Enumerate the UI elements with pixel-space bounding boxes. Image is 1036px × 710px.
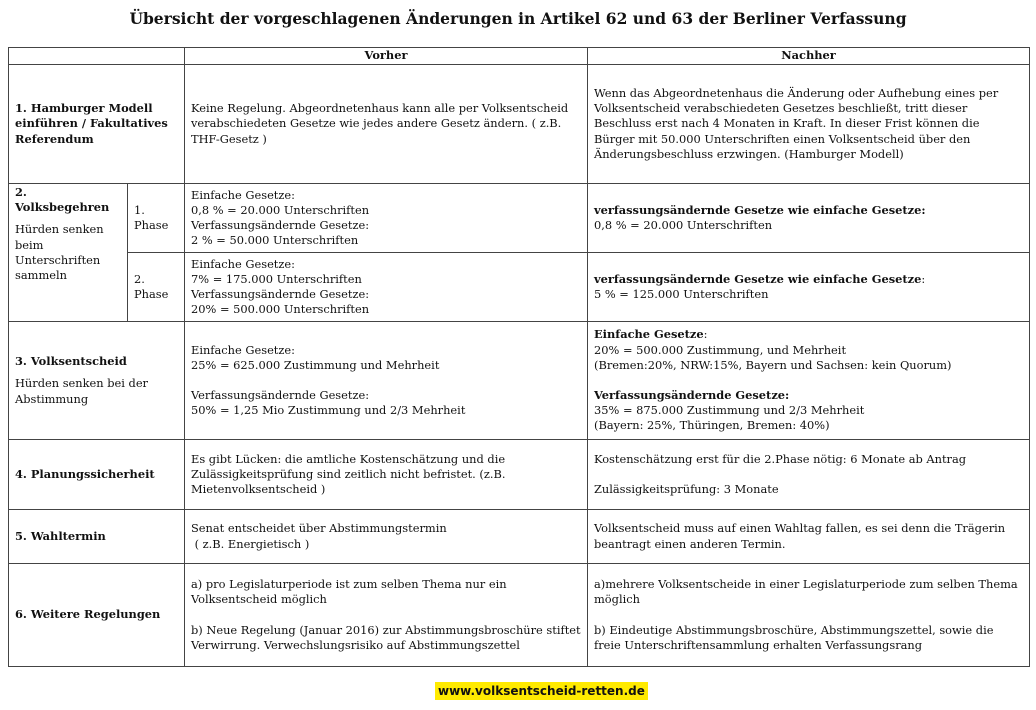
nachher-line: 5 % = 125.000 Unterschriften	[594, 287, 769, 301]
vorher-line: 25% = 625.000 Zustimmung und Mehrheit	[191, 357, 440, 372]
vorher-line: 20% = 500.000 Unterschriften	[191, 302, 370, 317]
category-title: 3. Volksentscheid	[15, 354, 127, 369]
vorher-line: 7% = 175.000 Unterschriften	[191, 271, 362, 286]
table-row	[9, 253, 1030, 322]
nachher-heading-suffix: :	[703, 327, 708, 342]
vorher-cell	[185, 564, 588, 667]
nachher-cell	[588, 322, 1030, 440]
nachher-line: Kostenschätzung erst für die 2.Phase nötig: 6 Monate ab Antrag	[594, 451, 967, 466]
nachher-heading-suffix: :	[921, 271, 926, 286]
nachher-line: 20% = 500.000 Zustimmung, und Mehrheit	[594, 342, 847, 357]
vorher-line: Einfache Gesetze:	[191, 342, 295, 357]
vorher-line: Einfache Gesetze:	[191, 256, 295, 271]
category-title: 5. Wahltermin	[15, 528, 106, 543]
category-title: 1. Hamburger Modell einführen / Fakultatives Referendum	[15, 101, 168, 146]
nachher-heading: verfassungsändernde Gesetze wie einfache Gesetze:	[594, 202, 926, 217]
table-row	[9, 440, 1030, 510]
nachher-heading-line	[594, 272, 1023, 287]
header-row	[9, 48, 1030, 65]
vorher-text: a) pro Legislaturperiode ist zum selben Thema nur ein Volksentscheid möglich	[191, 577, 507, 607]
spacer	[191, 608, 581, 623]
vorher-cell	[185, 440, 588, 510]
spacer	[594, 608, 1023, 623]
header-vorher: Vorher	[185, 48, 588, 65]
nachher-cell	[588, 184, 1030, 253]
vorher-line: Verfassungsändernde Gesetze:	[191, 388, 370, 402]
category-cell	[9, 65, 185, 184]
nachher-cell	[588, 65, 1030, 184]
vorher-cell	[185, 65, 588, 184]
vorher-line: Verfassungsändernde Gesetze:	[191, 218, 370, 232]
nachher-line: (Bayern: 25%, Thüringen, Bremen: 40%)	[594, 418, 830, 433]
nachher-heading: Verfassungsändernde Gesetze:	[594, 388, 790, 402]
phase-label: 1. Phase	[128, 184, 185, 253]
category-cell	[9, 440, 185, 510]
vorher-text: b) Neue Regelung (Januar 2016) zur Abstimmungsbroschüre stiftet Verwirrung. Verwechslungsrisiko auf Abstimmungszettel	[191, 622, 581, 652]
nachher-cell	[588, 440, 1030, 510]
phase-label: 2. Phase	[128, 253, 185, 322]
vorher-cell	[185, 510, 588, 564]
vorher-line: Einfache Gesetze:	[191, 187, 295, 202]
category-cell	[9, 184, 128, 322]
vorher-cell	[185, 322, 588, 440]
table-row	[9, 322, 1030, 440]
comparison-table	[8, 47, 1030, 667]
category-cell	[9, 322, 185, 440]
nachher-text: a)mehrere Volksentscheide in einer Legislaturperiode zum selben Thema möglich	[594, 577, 1018, 607]
nachher-heading: Einfache Gesetze	[594, 327, 704, 342]
vorher-line: ( z.B. Energietisch )	[191, 536, 310, 551]
vorher-cell	[185, 253, 588, 322]
vorher-text: Keine Regelung. Abgeordnetenhaus kann alle per Volksentscheid verabschiedeten Gesetze wie jedes andere Gesetz ändern. ( z.B. THF-Gesetz )	[191, 101, 569, 146]
vorher-line: 0,8 % = 20.000 Unterschriften	[191, 202, 370, 217]
vorher-text: Es gibt Lücken: die amtliche Kostenschätzung und die Zulässigkeitsprüfung sind zeitlich nicht befristet. (z.B. Mietenvolksentscheid )	[191, 451, 506, 497]
spacer	[594, 373, 1023, 388]
category-title: 6. Weitere Regelungen	[15, 607, 161, 622]
nachher-text: Volksentscheid muss auf einen Wahltag fallen, es sei denn die Trägerin beantragt einen anderen Termin.	[594, 521, 1006, 551]
spacer	[594, 467, 1023, 482]
nachher-line: (Bremen:20%, NRW:15%, Bayern und Sachsen: kein Quorum)	[594, 357, 952, 372]
nachher-cell	[588, 253, 1030, 322]
table-row	[9, 65, 1030, 184]
table-row	[9, 184, 1030, 253]
category-cell	[9, 564, 185, 667]
category-title: 4. Planungssicherheit	[15, 466, 155, 481]
page-title: Übersicht der vorgeschlagenen Änderungen in Artikel 62 und 63 der Berliner Verfassung	[129, 9, 907, 28]
vorher-line: Senat entscheidet über Abstimmungstermin	[191, 521, 447, 536]
vorher-line: Verfassungsändernde Gesetze:	[191, 287, 370, 301]
nachher-text: b) Eindeutige Abstimmungsbroschüre, Abstimmungszettel, sowie die freie Unterschriftensammlung erhalten Verfassungsrang	[594, 622, 994, 652]
footer-website-link[interactable]: www.volksentscheid-retten.de	[435, 682, 648, 700]
table-row	[9, 564, 1030, 667]
spacer	[191, 373, 581, 388]
vorher-cell	[185, 184, 588, 253]
vorher-line: 2 % = 50.000 Unterschriften	[191, 233, 359, 248]
table-row	[9, 510, 1030, 564]
header-empty	[9, 48, 185, 65]
category-cell	[9, 510, 185, 564]
vorher-line: 50% = 1,25 Mio Zustimmung und 2/3 Mehrheit	[191, 403, 466, 418]
nachher-line: 0,8 % = 20.000 Unterschriften	[594, 218, 773, 232]
nachher-line: Zulässigkeitsprüfung: 3 Monate	[594, 482, 779, 496]
category-title: 2. Volksbegehren	[15, 185, 110, 215]
nachher-text: Wenn das Abgeordnetenhaus die Änderung oder Aufhebung eines per Volksentscheid verabschiedeten Gesetzes beschließt, tritt dieser Beschluss erst nach 4 Monaten in Kraft. In dieser Frist können die Bürger mit 50.000 Unterschriften einen Volksentscheid über den Änderungsbeschluss erzwingen. (Hamburger Modell)	[594, 85, 999, 161]
category-subtitle: Hürden senken beim Unterschriften sammeln	[15, 222, 104, 283]
nachher-heading: verfassungsändernde Gesetze wie einfache Gesetze	[594, 271, 922, 286]
nachher-line: 35% = 875.000 Zustimmung und 2/3 Mehrheit	[594, 403, 865, 418]
nachher-cell	[588, 564, 1030, 667]
category-subtitle: Hürden senken bei der Abstimmung	[15, 376, 149, 406]
header-nachher: Nachher	[588, 48, 1030, 65]
nachher-cell	[588, 510, 1030, 564]
nachher-heading-line	[594, 327, 1023, 342]
